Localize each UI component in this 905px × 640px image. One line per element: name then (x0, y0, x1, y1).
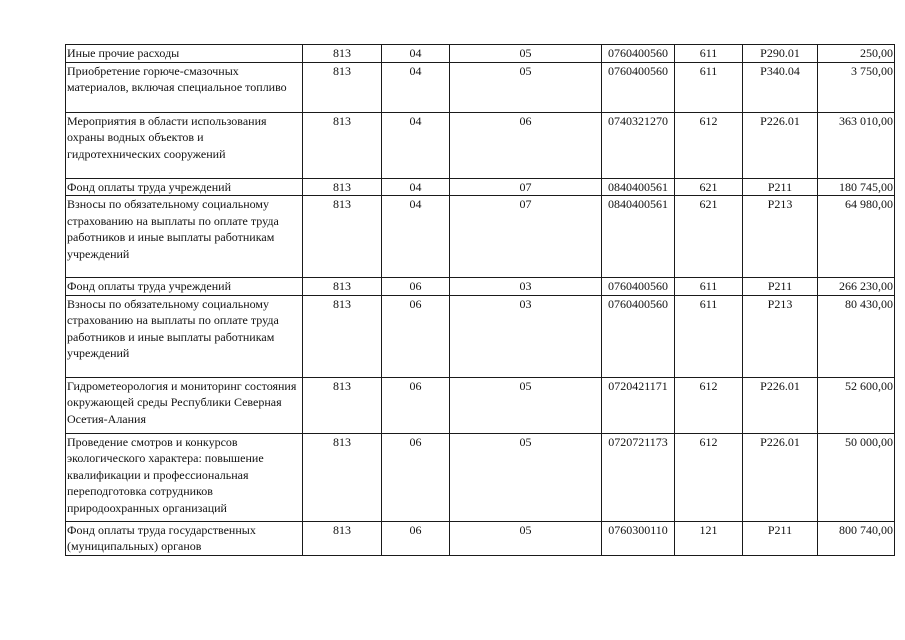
cell-subsection: 03 (450, 295, 602, 377)
cell-expense-type: 621 (675, 178, 743, 196)
cell-subsection: 05 (450, 521, 602, 555)
cell-kosgu: Р213 (743, 295, 818, 377)
cell-expense-type: 621 (675, 196, 743, 278)
cell-section: 06 (382, 278, 450, 296)
cell-amount: 250,00 (818, 45, 895, 63)
cell-amount: 52 600,00 (818, 377, 895, 433)
cell-target-article: 0720721173 (602, 433, 675, 521)
cell-target-article: 0760400560 (602, 295, 675, 377)
cell-name: Взносы по обязательному социальному страхованию на выплаты по оплате труда работников и иные выплаты работникам учреждений (66, 295, 303, 377)
cell-amount: 50 000,00 (818, 433, 895, 521)
cell-name: Проведение смотров и конкурсов экологического характера: повышение квалификации и профессиональная переподготовка сотрудников природоохранных организаций (66, 433, 303, 521)
cell-kosgu: Р290.01 (743, 45, 818, 63)
cell-ministry-code: 813 (303, 196, 382, 278)
cell-ministry-code: 813 (303, 521, 382, 555)
cell-amount: 3 750,00 (818, 62, 895, 112)
cell-kosgu: Р211 (743, 278, 818, 296)
cell-kosgu: Р340.04 (743, 62, 818, 112)
cell-kosgu: Р211 (743, 521, 818, 555)
cell-kosgu: Р226.01 (743, 112, 818, 178)
cell-name: Гидрометеорология и мониторинг состояния окружающей среды Республики Северная Осетия-Алания (66, 377, 303, 433)
cell-subsection: 06 (450, 112, 602, 178)
cell-ministry-code: 813 (303, 62, 382, 112)
cell-amount: 266 230,00 (818, 278, 895, 296)
cell-subsection: 05 (450, 62, 602, 112)
table-row (66, 377, 895, 433)
cell-name: Фонд оплаты труда учреждений (66, 278, 303, 296)
cell-expense-type: 611 (675, 295, 743, 377)
cell-ministry-code: 813 (303, 45, 382, 63)
cell-expense-type: 612 (675, 112, 743, 178)
cell-section: 06 (382, 433, 450, 521)
cell-name: Фонд оплаты труда государственных (муниципальных) органов (66, 521, 303, 555)
cell-section: 04 (382, 196, 450, 278)
cell-expense-type: 611 (675, 45, 743, 63)
cell-ministry-code: 813 (303, 433, 382, 521)
cell-amount: 180 745,00 (818, 178, 895, 196)
cell-expense-type: 611 (675, 62, 743, 112)
cell-expense-type: 611 (675, 278, 743, 296)
cell-name: Мероприятия в области использования охраны водных объектов и гидротехнических сооружений (66, 112, 303, 178)
cell-section: 06 (382, 521, 450, 555)
cell-subsection: 05 (450, 433, 602, 521)
cell-amount: 363 010,00 (818, 112, 895, 178)
cell-section: 04 (382, 45, 450, 63)
cell-subsection: 07 (450, 196, 602, 278)
cell-expense-type: 612 (675, 433, 743, 521)
cell-ministry-code: 813 (303, 112, 382, 178)
cell-expense-type: 121 (675, 521, 743, 555)
cell-ministry-code: 813 (303, 278, 382, 296)
cell-target-article: 0840400561 (602, 196, 675, 278)
cell-target-article: 0760300110 (602, 521, 675, 555)
cell-target-article: 0740321270 (602, 112, 675, 178)
cell-target-article: 0760400560 (602, 45, 675, 63)
cell-name: Фонд оплаты труда учреждений (66, 178, 303, 196)
cell-target-article: 0760400560 (602, 62, 675, 112)
cell-subsection: 05 (450, 45, 602, 63)
cell-amount: 800 740,00 (818, 521, 895, 555)
table-row (66, 178, 895, 196)
table-row (66, 278, 895, 296)
table-row (66, 62, 895, 112)
cell-subsection: 07 (450, 178, 602, 196)
cell-section: 06 (382, 377, 450, 433)
table-row (66, 45, 895, 63)
cell-ministry-code: 813 (303, 377, 382, 433)
cell-kosgu: Р226.01 (743, 433, 818, 521)
cell-kosgu: Р211 (743, 178, 818, 196)
cell-name: Приобретение горюче-смазочных материалов, включая специальное топливо (66, 62, 303, 112)
cell-target-article: 0840400561 (602, 178, 675, 196)
cell-name: Иные прочие расходы (66, 45, 303, 63)
cell-section: 06 (382, 295, 450, 377)
cell-target-article: 0760400560 (602, 278, 675, 296)
cell-subsection: 03 (450, 278, 602, 296)
table-row (66, 433, 895, 521)
cell-ministry-code: 813 (303, 178, 382, 196)
cell-section: 04 (382, 178, 450, 196)
cell-amount: 64 980,00 (818, 196, 895, 278)
cell-kosgu: Р226.01 (743, 377, 818, 433)
cell-subsection: 05 (450, 377, 602, 433)
cell-expense-type: 612 (675, 377, 743, 433)
cell-ministry-code: 813 (303, 295, 382, 377)
cell-amount: 80 430,00 (818, 295, 895, 377)
cell-name: Взносы по обязательному социальному страхованию на выплаты по оплате труда работников и иные выплаты работникам учреждений (66, 196, 303, 278)
table-row (66, 112, 895, 178)
cell-section: 04 (382, 112, 450, 178)
cell-target-article: 0720421171 (602, 377, 675, 433)
table-row (66, 196, 895, 278)
budget-table (65, 44, 895, 556)
cell-kosgu: Р213 (743, 196, 818, 278)
cell-section: 04 (382, 62, 450, 112)
table-row (66, 521, 895, 555)
table-row (66, 295, 895, 377)
